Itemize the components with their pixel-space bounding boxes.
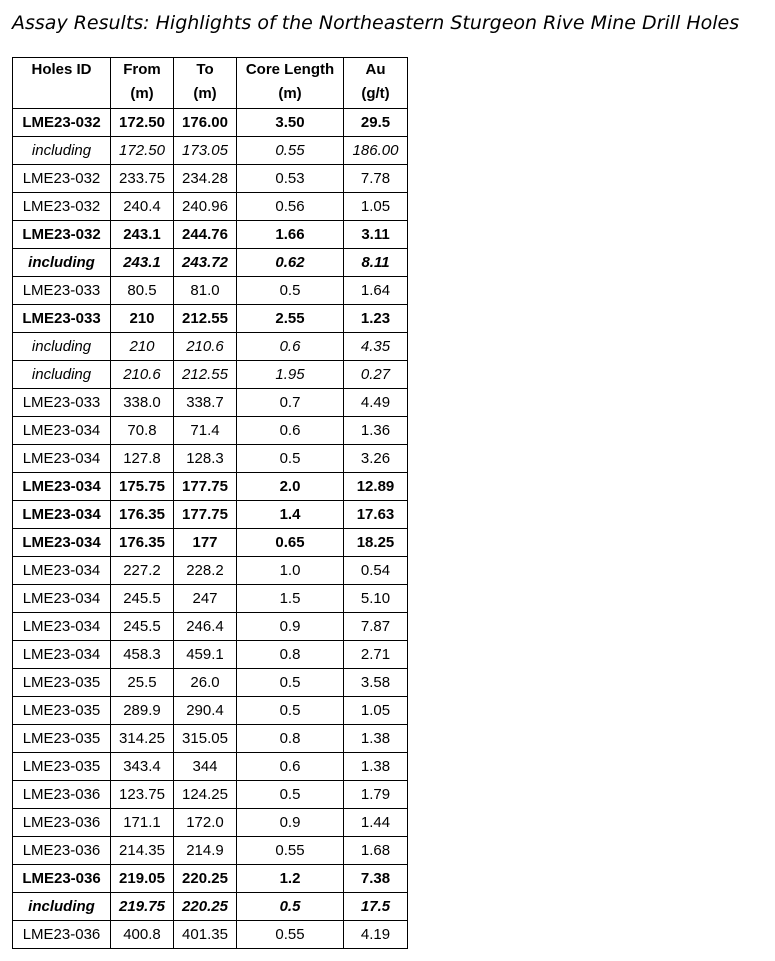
- column-header-to: To (m): [174, 58, 237, 109]
- cell-holes-id: LME23-036: [13, 865, 111, 893]
- table-row: [13, 893, 408, 921]
- cell-to: 244.76: [174, 221, 237, 249]
- cell-from: 171.1: [111, 809, 174, 837]
- cell-holes-id: LME23-034: [13, 445, 111, 473]
- cell-from: 172.50: [111, 137, 174, 165]
- table-row: [13, 193, 408, 221]
- cell-core-length: 2.55: [237, 305, 344, 333]
- cell-au: 18.25: [344, 529, 408, 557]
- cell-from: 210.6: [111, 361, 174, 389]
- cell-to: 210.6: [174, 333, 237, 361]
- cell-au: 4.19: [344, 921, 408, 949]
- cell-from: 227.2: [111, 557, 174, 585]
- column-header-au: Au (g/t): [344, 58, 408, 109]
- cell-holes-id: LME23-032: [13, 221, 111, 249]
- page-title: Assay Results: Highlights of the Northeastern Sturgeon Rive Mine Drill Holes: [12, 12, 740, 34]
- cell-to: 220.25: [174, 865, 237, 893]
- cell-from: 219.05: [111, 865, 174, 893]
- cell-from: 314.25: [111, 725, 174, 753]
- cell-core-length: 0.5: [237, 893, 344, 921]
- cell-core-length: 0.6: [237, 753, 344, 781]
- cell-holes-id: LME23-035: [13, 725, 111, 753]
- cell-core-length: 0.8: [237, 641, 344, 669]
- cell-core-length: 0.9: [237, 809, 344, 837]
- table-row: [13, 781, 408, 809]
- cell-holes-id: LME23-034: [13, 613, 111, 641]
- cell-holes-id: LME23-036: [13, 921, 111, 949]
- cell-au: 1.79: [344, 781, 408, 809]
- cell-au: 4.35: [344, 333, 408, 361]
- cell-au: 7.87: [344, 613, 408, 641]
- cell-to: 338.7: [174, 389, 237, 417]
- cell-core-length: 0.62: [237, 249, 344, 277]
- table-row: [13, 557, 408, 585]
- cell-from: 172.50: [111, 109, 174, 137]
- cell-to: 26.0: [174, 669, 237, 697]
- cell-au: 7.38: [344, 865, 408, 893]
- cell-from: 289.9: [111, 697, 174, 725]
- cell-core-length: 1.66: [237, 221, 344, 249]
- column-header-core-length: Core Length (m): [237, 58, 344, 109]
- cell-holes-id: LME23-035: [13, 753, 111, 781]
- cell-holes-id: LME23-036: [13, 809, 111, 837]
- cell-core-length: 0.5: [237, 697, 344, 725]
- cell-from: 458.3: [111, 641, 174, 669]
- cell-from: 214.35: [111, 837, 174, 865]
- cell-holes-id: including: [13, 333, 111, 361]
- cell-holes-id: LME23-034: [13, 529, 111, 557]
- cell-holes-id: LME23-032: [13, 165, 111, 193]
- cell-holes-id: LME23-033: [13, 277, 111, 305]
- cell-from: 240.4: [111, 193, 174, 221]
- table-row: [13, 697, 408, 725]
- cell-core-length: 3.50: [237, 109, 344, 137]
- cell-from: 343.4: [111, 753, 174, 781]
- cell-core-length: 0.5: [237, 781, 344, 809]
- cell-holes-id: LME23-035: [13, 697, 111, 725]
- cell-core-length: 0.55: [237, 837, 344, 865]
- cell-au: 1.36: [344, 417, 408, 445]
- cell-core-length: 0.5: [237, 445, 344, 473]
- cell-holes-id: LME23-034: [13, 473, 111, 501]
- cell-holes-id: LME23-034: [13, 641, 111, 669]
- cell-to: 344: [174, 753, 237, 781]
- table-row: [13, 809, 408, 837]
- cell-core-length: 2.0: [237, 473, 344, 501]
- cell-au: 29.5: [344, 109, 408, 137]
- cell-to: 71.4: [174, 417, 237, 445]
- cell-to: 124.25: [174, 781, 237, 809]
- cell-au: 3.26: [344, 445, 408, 473]
- cell-to: 176.00: [174, 109, 237, 137]
- cell-from: 176.35: [111, 529, 174, 557]
- cell-au: 1.05: [344, 697, 408, 725]
- cell-core-length: 1.4: [237, 501, 344, 529]
- cell-au: 3.11: [344, 221, 408, 249]
- column-header-from: From (m): [111, 58, 174, 109]
- cell-core-length: 1.0: [237, 557, 344, 585]
- cell-core-length: 0.6: [237, 417, 344, 445]
- cell-holes-id: LME23-034: [13, 585, 111, 613]
- cell-holes-id: LME23-034: [13, 501, 111, 529]
- table-row: [13, 641, 408, 669]
- cell-core-length: 0.53: [237, 165, 344, 193]
- cell-holes-id: LME23-036: [13, 837, 111, 865]
- cell-core-length: 0.56: [237, 193, 344, 221]
- table-row: [13, 921, 408, 949]
- cell-from: 233.75: [111, 165, 174, 193]
- cell-core-length: 0.6: [237, 333, 344, 361]
- cell-to: 177.75: [174, 501, 237, 529]
- cell-au: 0.54: [344, 557, 408, 585]
- cell-core-length: 0.5: [237, 669, 344, 697]
- cell-from: 243.1: [111, 221, 174, 249]
- cell-to: 128.3: [174, 445, 237, 473]
- cell-to: 212.55: [174, 305, 237, 333]
- table-row: [13, 109, 408, 137]
- cell-au: 1.38: [344, 725, 408, 753]
- cell-holes-id: LME23-032: [13, 109, 111, 137]
- cell-holes-id: including: [13, 249, 111, 277]
- cell-to: 172.0: [174, 809, 237, 837]
- table-row: [13, 529, 408, 557]
- cell-au: 1.68: [344, 837, 408, 865]
- cell-from: 245.5: [111, 613, 174, 641]
- cell-holes-id: LME23-033: [13, 389, 111, 417]
- cell-core-length: 1.95: [237, 361, 344, 389]
- table-row: [13, 445, 408, 473]
- assay-results-table: [12, 57, 408, 949]
- table-row: [13, 837, 408, 865]
- table-row: [13, 389, 408, 417]
- table-row: [13, 137, 408, 165]
- table-row: [13, 417, 408, 445]
- cell-au: 186.00: [344, 137, 408, 165]
- cell-to: 214.9: [174, 837, 237, 865]
- cell-au: 0.27: [344, 361, 408, 389]
- table-row: [13, 305, 408, 333]
- cell-core-length: 1.5: [237, 585, 344, 613]
- cell-to: 228.2: [174, 557, 237, 585]
- table-row: [13, 221, 408, 249]
- cell-holes-id: LME23-032: [13, 193, 111, 221]
- table-row: [13, 613, 408, 641]
- cell-au: 17.63: [344, 501, 408, 529]
- cell-au: 7.78: [344, 165, 408, 193]
- cell-holes-id: including: [13, 361, 111, 389]
- cell-to: 240.96: [174, 193, 237, 221]
- cell-to: 234.28: [174, 165, 237, 193]
- cell-to: 177: [174, 529, 237, 557]
- cell-core-length: 0.55: [237, 921, 344, 949]
- cell-core-length: 0.5: [237, 277, 344, 305]
- cell-au: 4.49: [344, 389, 408, 417]
- cell-holes-id: LME23-034: [13, 557, 111, 585]
- cell-holes-id: including: [13, 893, 111, 921]
- cell-holes-id: LME23-034: [13, 417, 111, 445]
- cell-au: 5.10: [344, 585, 408, 613]
- cell-to: 246.4: [174, 613, 237, 641]
- cell-core-length: 1.2: [237, 865, 344, 893]
- cell-au: 8.11: [344, 249, 408, 277]
- cell-from: 210: [111, 333, 174, 361]
- cell-holes-id: including: [13, 137, 111, 165]
- cell-from: 70.8: [111, 417, 174, 445]
- cell-to: 173.05: [174, 137, 237, 165]
- cell-au: 1.64: [344, 277, 408, 305]
- table-row: [13, 165, 408, 193]
- cell-core-length: 0.9: [237, 613, 344, 641]
- cell-from: 175.75: [111, 473, 174, 501]
- table-row: [13, 249, 408, 277]
- table-header-row: [13, 58, 408, 109]
- cell-holes-id: LME23-033: [13, 305, 111, 333]
- cell-from: 400.8: [111, 921, 174, 949]
- cell-au: 12.89: [344, 473, 408, 501]
- cell-to: 220.25: [174, 893, 237, 921]
- cell-from: 219.75: [111, 893, 174, 921]
- cell-to: 315.05: [174, 725, 237, 753]
- cell-au: 17.5: [344, 893, 408, 921]
- cell-to: 81.0: [174, 277, 237, 305]
- table-row: [13, 473, 408, 501]
- cell-au: 2.71: [344, 641, 408, 669]
- cell-au: 3.58: [344, 669, 408, 697]
- cell-from: 127.8: [111, 445, 174, 473]
- table-row: [13, 585, 408, 613]
- table-row: [13, 277, 408, 305]
- cell-to: 177.75: [174, 473, 237, 501]
- cell-to: 401.35: [174, 921, 237, 949]
- cell-core-length: 0.65: [237, 529, 344, 557]
- table-row: [13, 753, 408, 781]
- cell-au: 1.05: [344, 193, 408, 221]
- cell-from: 245.5: [111, 585, 174, 613]
- table-row: [13, 725, 408, 753]
- table-row: [13, 501, 408, 529]
- cell-to: 212.55: [174, 361, 237, 389]
- cell-au: 1.44: [344, 809, 408, 837]
- table-row: [13, 865, 408, 893]
- cell-from: 338.0: [111, 389, 174, 417]
- cell-core-length: 0.8: [237, 725, 344, 753]
- column-header-holes-id: Holes ID: [13, 58, 111, 109]
- cell-from: 80.5: [111, 277, 174, 305]
- table-row: [13, 361, 408, 389]
- cell-au: 1.23: [344, 305, 408, 333]
- cell-to: 290.4: [174, 697, 237, 725]
- cell-from: 243.1: [111, 249, 174, 277]
- cell-core-length: 0.55: [237, 137, 344, 165]
- cell-to: 247: [174, 585, 237, 613]
- table-row: [13, 669, 408, 697]
- cell-core-length: 0.7: [237, 389, 344, 417]
- cell-from: 210: [111, 305, 174, 333]
- cell-holes-id: LME23-035: [13, 669, 111, 697]
- cell-holes-id: LME23-036: [13, 781, 111, 809]
- cell-from: 25.5: [111, 669, 174, 697]
- cell-from: 176.35: [111, 501, 174, 529]
- table-row: [13, 333, 408, 361]
- cell-to: 459.1: [174, 641, 237, 669]
- cell-to: 243.72: [174, 249, 237, 277]
- cell-from: 123.75: [111, 781, 174, 809]
- cell-au: 1.38: [344, 753, 408, 781]
